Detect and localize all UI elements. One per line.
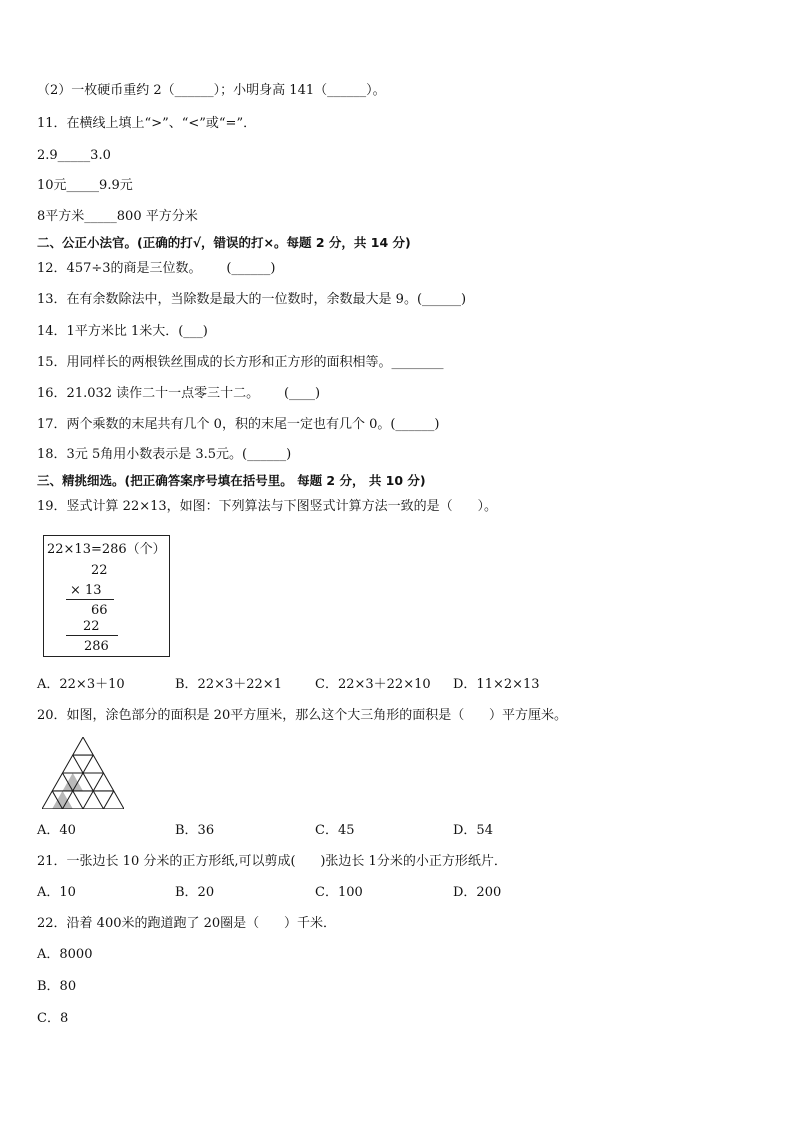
- q13: 13．在有余数除法中，当除数是最大的一位数时，余数最大是 9。(______): [37, 292, 467, 307]
- calc-rule-1: [66, 599, 114, 600]
- q18: 18．3元 5角用小数表示是 3.5元。(______): [37, 447, 292, 462]
- q10-part2: （2）一枚硬币重约 2（______）；小明身高 141（______）。: [37, 83, 386, 98]
- grid-line: [104, 791, 114, 809]
- q11-item-1: 2.9_____3.0: [37, 148, 111, 163]
- q19-option-b: B．22×3＋22×1: [175, 677, 282, 692]
- triangle-figure: [42, 737, 124, 809]
- q20: 20．如图，涂色部分的面积是 20平方厘米，那么这个大三角形的面积是（ ）平方厘米。: [37, 708, 568, 723]
- calc-row-5: 286: [84, 639, 109, 654]
- shaded-triangle-1: [63, 773, 84, 791]
- calc-equation: 22×13=286（个）: [47, 542, 166, 557]
- q11-title: 11．在横线上填上“>”、“<”或“=”．: [37, 116, 257, 131]
- q19-option-c: C．22×3＋22×10: [315, 677, 431, 692]
- calc-row-1: 22: [91, 563, 108, 578]
- q15: 15．用同样长的两根铁丝围成的长方形和正方形的面积相等。________: [37, 355, 444, 370]
- q12: 12．457÷3的商是三位数。 (______): [37, 261, 276, 276]
- q22-option-a: A．8000: [37, 947, 93, 962]
- q19-option-d: D．11×2×13: [453, 677, 540, 692]
- q21-option-a: A．10: [37, 885, 76, 900]
- q19-option-a: A．22×3＋10: [37, 677, 125, 692]
- q21: 21．一张边长 10 分米的正方形纸,可以剪成( )张边长 1分米的小正方形纸片．: [37, 854, 507, 869]
- q21-option-b: B．20: [175, 885, 215, 900]
- calc-rule-2: [66, 635, 118, 636]
- q20-option-d: D．54: [453, 823, 493, 838]
- shaded-triangle-3: [52, 791, 73, 809]
- q22-option-b: B．80: [37, 979, 77, 994]
- q11-item-2: 10元_____9.9元: [37, 178, 133, 193]
- q22: 22．沿着 400米的跑道跑了 20圈是（ ）千米．: [37, 916, 336, 931]
- q20-option-a: A．40: [37, 823, 76, 838]
- calc-row-2: × 13: [70, 583, 102, 598]
- q20-option-b: B．36: [175, 823, 215, 838]
- q16: 16．21.032 读作二十一点零三十二。 (____): [37, 386, 321, 401]
- section-3-heading: 三、精挑细选。(把正确答案序号填在括号里。 每题 2 分， 共 10 分): [37, 473, 426, 488]
- q21-option-d: D．200: [453, 885, 502, 900]
- q20-option-c: C．45: [315, 823, 355, 838]
- q21-option-c: C．100: [315, 885, 363, 900]
- section-2-heading: 二、公正小法官。(正确的打√，错误的打×。每题 2 分，共 14 分): [37, 235, 411, 250]
- q17: 17．两个乘数的末尾共有几个 0，积的末尾一定也有几个 0。(______): [37, 417, 440, 432]
- q22-option-c: C．8: [37, 1011, 69, 1026]
- q11-item-3: 8平方米_____800 平方分米: [37, 209, 198, 224]
- calc-row-4: 22: [83, 619, 100, 634]
- calc-row-3: 66: [91, 603, 108, 618]
- q14: 14．1平方米比 1米大．(___): [37, 324, 208, 339]
- q19: 19．竖式计算 22×13，如图：下列算法与下图竖式计算方法一致的是（ ）。: [37, 499, 497, 514]
- vertical-calculation-box: [43, 535, 170, 657]
